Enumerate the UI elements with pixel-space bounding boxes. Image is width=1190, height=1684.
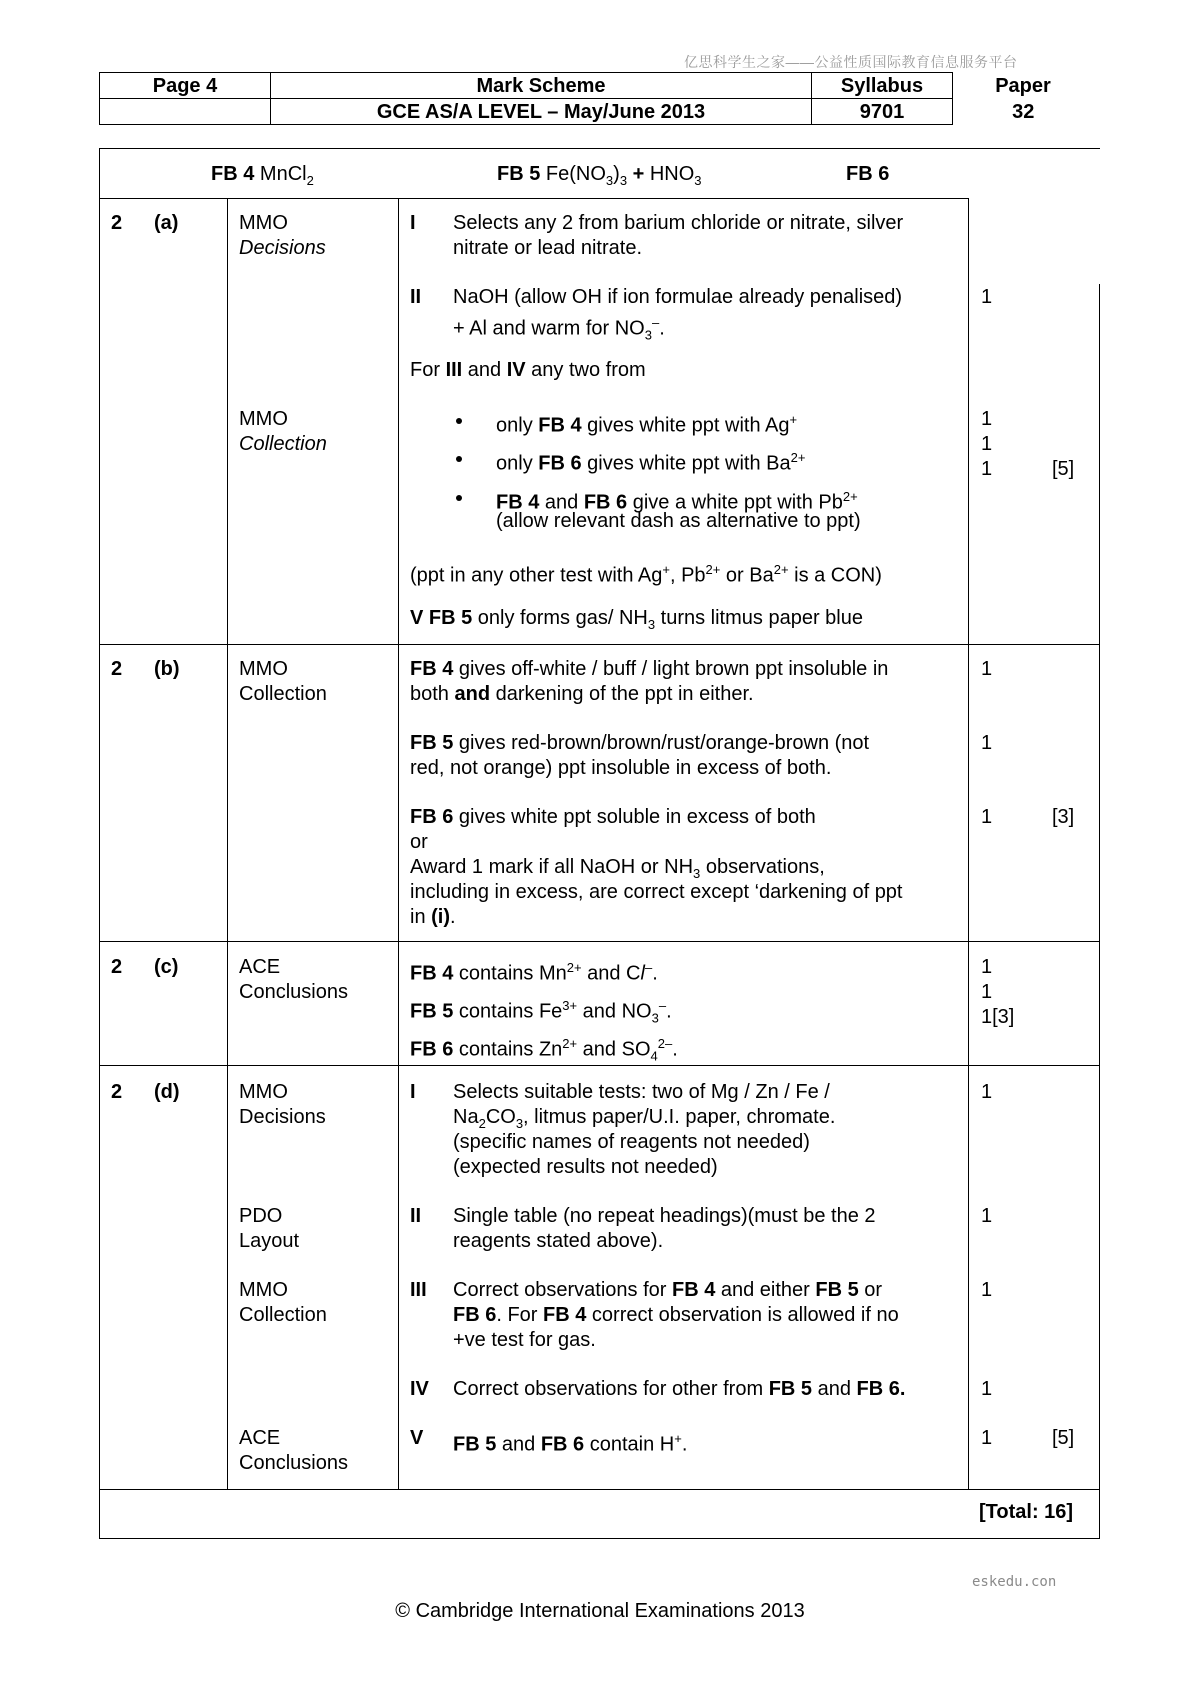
mark-d-1: 1 xyxy=(981,1081,993,1103)
mark-d-5: 1 xyxy=(981,1427,993,1449)
document-title: Mark Scheme xyxy=(271,73,812,99)
mark-c-3: 1[3] xyxy=(981,1006,1015,1028)
mark-a-2: 1 xyxy=(981,433,993,455)
d-point-i-1: Selects suitable tests: two of Mg / Zn / Fe / xyxy=(453,1081,830,1103)
b-para-1: FB 4 gives off-white / buff / light brown ppt insoluble in xyxy=(410,658,889,680)
bullet-text-3: FB 4 and FB 6 give a white ppt with $Pb^{2+}$ xyxy=(496,489,858,514)
header-table xyxy=(99,72,1094,125)
d-point-i-3: (specific names of reagents not needed) xyxy=(453,1131,810,1153)
paper-value: 32 xyxy=(1012,100,1035,123)
bullet-text-1: only FB 4 gives white ppt with Ag+ xyxy=(496,412,798,437)
skill-d2: PDO xyxy=(239,1205,283,1227)
mark-d-3: 1 xyxy=(981,1279,993,1301)
point-i-text: Selects any 2 from barium chloride or nitrate, silver xyxy=(453,212,904,234)
document-subtitle: GCE AS/A LEVEL – May/June 2013 xyxy=(271,99,812,125)
d-point-iii-3: +ve test for gas. xyxy=(453,1329,596,1351)
b-para-2b: red, not orange) ppt insoluble in excess of both. xyxy=(410,757,832,779)
total-a: [5] xyxy=(1052,458,1075,480)
d-point-i-4: (expected results not needed) xyxy=(453,1156,718,1178)
mark-d-2: 1 xyxy=(981,1205,993,1227)
d-point-i-2: $Na_2CO_3$, litmus paper/U.I. paper, chromate. xyxy=(453,1106,836,1131)
point-i-label: I xyxy=(410,212,416,234)
b-para-3c: Award 1 mark if all NaOH or $NH_3$ observations, xyxy=(410,856,825,881)
watermark-top: 亿思科学生之家——公益性质国际教育信息服务平台 xyxy=(684,54,1018,70)
c-line-3: FB 6 contains $Zn^{2+}$ and $SO_4^{2-}$. xyxy=(410,1036,678,1064)
skill-d1-sub: Decisions xyxy=(239,1106,326,1128)
d-point-iv-label: IV xyxy=(410,1378,429,1400)
mark-b-3: 1 xyxy=(981,806,993,828)
b-para-2: FB 5 gives red-brown/brown/rust/orange-brown (not xyxy=(410,732,870,754)
c-line-1: FB 4 contains $Mn^{2+}$ and Cl–. xyxy=(410,960,658,985)
fb6-header: FB 6 xyxy=(846,163,890,185)
b-para-3d: including in excess, are correct except ‘darkening of ppt xyxy=(410,881,903,903)
question-part-d: (d) xyxy=(154,1081,180,1103)
bullet-text-3b: (allow relevant dash as alternative to ppt) xyxy=(496,510,861,532)
bullet-icon xyxy=(456,495,462,501)
for-iii-iv-text: For III and IV any two from xyxy=(410,359,646,381)
d-point-ii-2: reagents stated above). xyxy=(453,1230,664,1252)
skill-d3: MMO xyxy=(239,1279,288,1301)
fb4-header: FB 4 MnCl$_2$ xyxy=(211,163,314,188)
bullet-icon xyxy=(456,418,462,424)
skill-a1: MMO xyxy=(239,212,288,234)
d-point-iii-2: FB 6. For FB 4 correct observation is allowed if no xyxy=(453,1304,899,1326)
mark-a-3: 1 xyxy=(981,458,993,480)
d-point-ii-1: Single table (no repeat headings)(must be the 2 xyxy=(453,1205,876,1227)
d-point-i-label: I xyxy=(410,1081,416,1103)
d-point-v-label: V xyxy=(410,1427,424,1449)
skill-d4: ACE xyxy=(239,1427,281,1449)
syllabus-value: 9701 xyxy=(812,99,953,125)
skill-a1-sub: Decisions xyxy=(239,237,326,259)
point-i-text-2: nitrate or lead nitrate. xyxy=(453,237,642,259)
total-b: [3] xyxy=(1052,806,1075,828)
d-point-ii-label: II xyxy=(410,1205,422,1227)
b-para-3b: or xyxy=(410,831,428,853)
mark-d-4: 1 xyxy=(981,1378,993,1400)
skill-d4-sub: Conclusions xyxy=(239,1452,348,1474)
skill-c1: ACE xyxy=(239,956,281,978)
mark-c-1: 1 xyxy=(981,956,993,978)
question-number-d: 2 xyxy=(111,1081,123,1103)
mark-c-2: 1 xyxy=(981,981,993,1003)
skill-c1-sub: Conclusions xyxy=(239,981,348,1003)
ppt-note: (ppt in any other test with Ag+, $Pb^{2+}$ or $Ba^{2+}$ is a CON) xyxy=(410,562,882,587)
skill-a2: MMO xyxy=(239,408,288,430)
b-para-3: FB 6 gives white ppt soluble in excess of both xyxy=(410,806,816,828)
fb5-header: FB 5 $Fe(NO_3)_3 + HNO_3$ xyxy=(497,163,702,188)
b-para-1b: both and darkening of the ppt in either. xyxy=(410,683,754,705)
point-ii-text-2: + Al and warm for $NO_3^-$. xyxy=(453,315,665,343)
bullet-text-2: only FB 6 gives white ppt with $Ba^{2+}$ xyxy=(496,450,806,475)
skill-d3-sub: Collection xyxy=(239,1304,327,1326)
syllabus-label: Syllabus xyxy=(812,73,953,99)
skill-a2-sub: Collection xyxy=(239,433,327,455)
total-d: [5] xyxy=(1052,1427,1075,1449)
d-point-iv-1: Correct observations for other from FB 5 and FB 6. xyxy=(453,1378,906,1400)
question-number-c: 2 xyxy=(111,956,123,978)
mark-a-1: 1 xyxy=(981,408,993,430)
footer-copyright: © Cambridge International Examinations 2013 xyxy=(395,1600,805,1622)
question-number-a: 2 xyxy=(111,212,123,234)
d-point-iii-label: III xyxy=(410,1279,427,1301)
d-point-iii-1: Correct observations for FB 4 and either FB 5 or xyxy=(453,1279,883,1301)
watermark-bottom: eskedu.con xyxy=(972,1574,1057,1590)
grand-total: [Total: 16] xyxy=(979,1501,1074,1523)
question-part-a: (a) xyxy=(154,212,179,234)
bullet-icon xyxy=(456,456,462,462)
mark-a-ii: 1 xyxy=(981,286,993,308)
skill-b1: MMO xyxy=(239,658,288,680)
skill-b1-sub: Collection xyxy=(239,683,327,705)
mark-b-1: 1 xyxy=(981,658,993,680)
mark-b-2: 1 xyxy=(981,732,993,754)
point-v-text: V FB 5 only forms gas/ $NH_3$ turns litmus paper blue xyxy=(410,607,863,632)
point-ii-text: NaOH (allow OH if ion formulae already penalised) xyxy=(453,286,903,308)
question-part-b: (b) xyxy=(154,658,180,680)
point-ii-label: II xyxy=(410,286,422,308)
skill-d1: MMO xyxy=(239,1081,288,1103)
c-line-2: FB 5 contains $Fe^{3+}$ and $NO_3^-$. xyxy=(410,998,672,1026)
d-point-v-1: FB 5 and FB 6 contain H+. xyxy=(453,1431,688,1456)
skill-d2-sub: Layout xyxy=(239,1230,300,1252)
question-part-c: (c) xyxy=(154,956,179,978)
question-number-b: 2 xyxy=(111,658,123,680)
paper-label: Paper xyxy=(995,74,1051,97)
b-para-3e: in (i). xyxy=(410,906,456,928)
page-number: Page 4 xyxy=(100,73,271,99)
